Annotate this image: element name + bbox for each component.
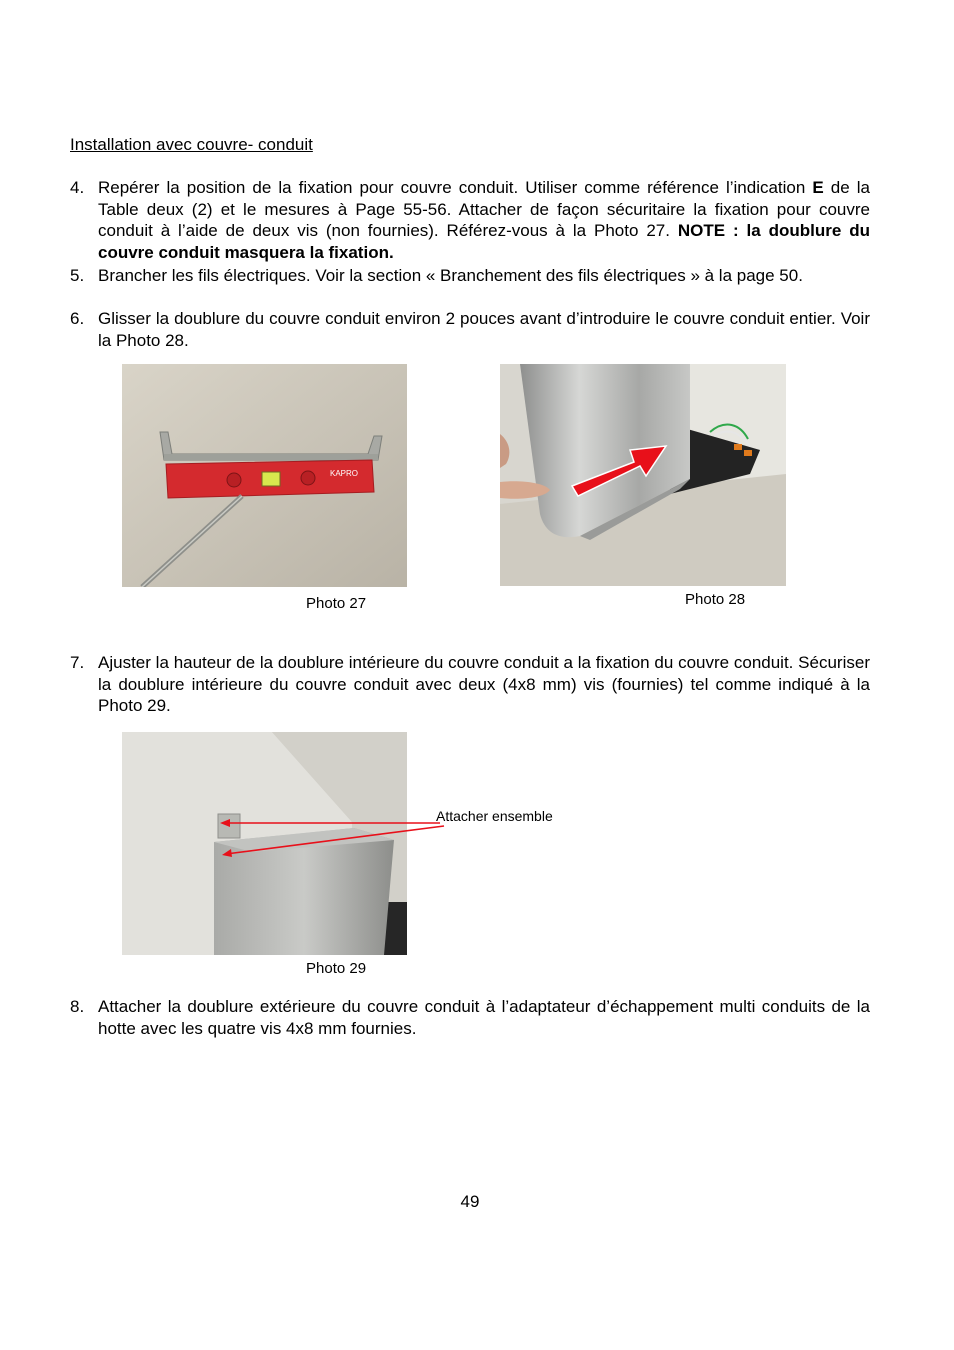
step-text-part: de la Table deux (2) et le mesures à Page 55-56. Attacher de façon sécuritaire la fixation pour couvre conduit à l’aide de deux vis (non fournies). Référez-vous à la Photo 27. [98, 178, 870, 241]
step-number: 4. [70, 178, 85, 197]
photo-29-caption: Photo 29 [306, 960, 367, 977]
step-6 [70, 308, 870, 351]
step-number: 6. [70, 309, 85, 328]
photo-27-image [122, 364, 407, 587]
step-text: Glisser la doublure du couvre conduit environ 2 pouces avant d’introduire le couvre conduit entier. Voir la Photo 28. [98, 309, 870, 350]
step-4 [70, 177, 870, 263]
photo-28-image [500, 364, 786, 586]
note-text: la doublure du couvre conduit masquera la fixation. [98, 221, 870, 262]
photo-29-callout: Attacher ensemble [436, 808, 553, 824]
step-number: 7. [70, 653, 85, 672]
photo-27 [122, 364, 407, 587]
photo-28 [500, 364, 786, 586]
step-text [98, 177, 870, 263]
step-text: Brancher les fils électriques. Voir la section « Branchement des fils électriques » à la page 50. [98, 266, 803, 285]
step-text: Ajuster la hauteur de la doublure intérieure du couvre conduit a la fixation du couvre conduit. Sécuriser la doublure intérieure du couvre conduit avec deux (4x8 mm) vis (fournies) tel comme indiqué à la Photo 29. [98, 653, 870, 716]
callout-arrows [210, 812, 450, 862]
photo-27-caption: Photo 27 [306, 595, 367, 612]
reference-letter: E [812, 178, 824, 197]
step-8 [70, 996, 870, 1039]
step-text: Attacher la doublure extérieure du couvre conduit à l’adaptateur d’échappement multi conduits de la hotte avec les quatre vis 4x8 mm fournies. [98, 997, 870, 1038]
step-7 [70, 652, 870, 717]
page-number: 49 [460, 1192, 480, 1211]
note-label: NOTE : [677, 221, 739, 241]
step-text-part: Repérer la position de la fixation pour couvre conduit. Utiliser comme référence l’indication [98, 178, 813, 197]
step-5 [70, 265, 870, 287]
section-heading: Installation avec couvre- conduit [70, 135, 313, 154]
photo-28-caption: Photo 28 [685, 591, 746, 608]
step-number: 8. [70, 997, 85, 1016]
step-number: 5. [70, 266, 85, 285]
level-brand: KAPRO [330, 469, 359, 478]
